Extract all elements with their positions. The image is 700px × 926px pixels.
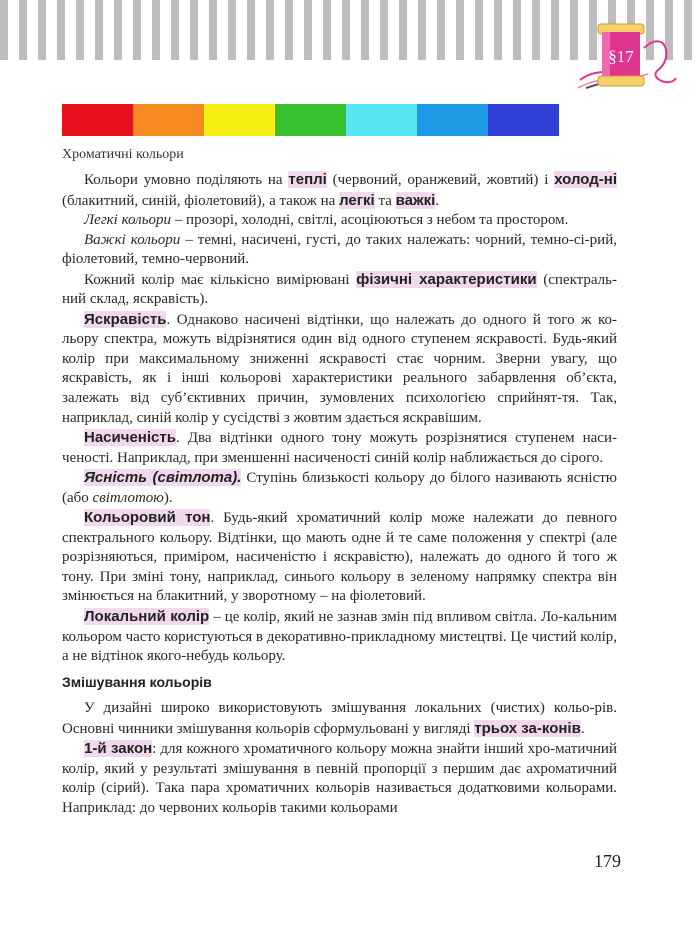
swatch-indigo: [488, 104, 559, 136]
page-number: 179: [594, 851, 621, 871]
paragraph-warm-cold: Кольори умовно поділяють на теплі (червоний, оранжевий, жовтий) і холод-ні (блакитний, синій, фіолетовий), а також на легкі та важкі.: [62, 171, 617, 209]
paragraph-first-law: 1-й закон: для кожного хроматичного кольору можна знайти інший хро-матичний колір, який у результаті змішування в певній пропорції з першим дає ахроматичний колір (сірий). Така пара хроматичних кольорів називається додатковими кольорами. Наприклад: до червоних кольорів такими кольорами: [62, 740, 617, 816]
body-text-1: [62, 170, 617, 667]
color-spectrum: [62, 104, 559, 136]
paragraph-lightness: Ясність (світлота). Ступінь близькості кольору до білого називають ясністю (або світлотою).: [62, 469, 617, 506]
paragraph-mixing: У дизайні широко використовують змішування локальних (чистих) кольо-рів. Основні чинники змішування кольорів сформульовані у вигляді трьох за-конів.: [62, 700, 617, 737]
paragraph-saturation: Насиченість. Два відтінки одного тону можуть розрізнятися ступенем наси-ченості. Наприклад, при зменшенні насиченості синій колір наближається до сірого.: [62, 429, 617, 466]
paragraph-local-color: Локальний колір – це колір, який не зазнав змін під впливом світла. Ло-кальним кольором часто користуються в декоративно-прикладному мистецтві. Це чистий колір, а не відтінок якого-небудь кольору.: [62, 608, 617, 665]
section-badge: §17: [608, 47, 634, 66]
caption: Хроматичні кольори: [62, 147, 184, 162]
swatch-yellow: [204, 104, 275, 136]
section-heading: Змішування кольорів: [62, 674, 212, 690]
paragraph-characteristics: Кожний колір має кількісно вимірювані фізичні характеристики (спектраль-ний склад, яскравість).: [62, 270, 618, 308]
paragraph-light-colors: Легкі кольори – прозорі, холодні, світлі, асоціюються з небом та простором.: [84, 212, 569, 229]
swatch-red: [62, 104, 133, 136]
paragraph-heavy-colors: Важкі кольори – темні, насичені, густі, до таких належать: чорний, темно-сі-рий, фіолетовий, темно-червоний.: [62, 231, 617, 268]
paragraph-hue: Кольоровий тон. Будь-який хроматичний колір може належати до певного спектрального кольору. Відтінки, що мають одне й те саме положення у спектрі (але розрізняються, приміром, насиченістю і яскравістю), належать до одного й того ж тону. При зміні тону, наприклад, синього кольору в зеленому напрямку спектра він змінюється на блакитний, у зворотному – на фіолетовий.: [62, 509, 617, 605]
swatch-blue: [417, 104, 488, 136]
swatch-orange: [133, 104, 204, 136]
swatch-cyan: [346, 104, 417, 136]
paragraph-brightness: Яскравість. Однаково насичені відтінки, що належать до одного й того ж ко-льору спектра, можуть відрізнятися один від одного ступенем яскравості. Будь-який колір при максимальному зниженні яскравості стає чорним. Зверни увагу, що яскравість, як і інші кольорові характеристики реального забарвлення об’єкта, залежать від суб’єктивних причин, зумовлених психологією сприйнят-тя. Так, наприклад, синій колір у сусідстві з жовтим здається яскравішим.: [62, 310, 617, 426]
body-text-2: [62, 699, 617, 818]
thread-spool-icon: [578, 18, 678, 98]
swatch-green: [275, 104, 346, 136]
